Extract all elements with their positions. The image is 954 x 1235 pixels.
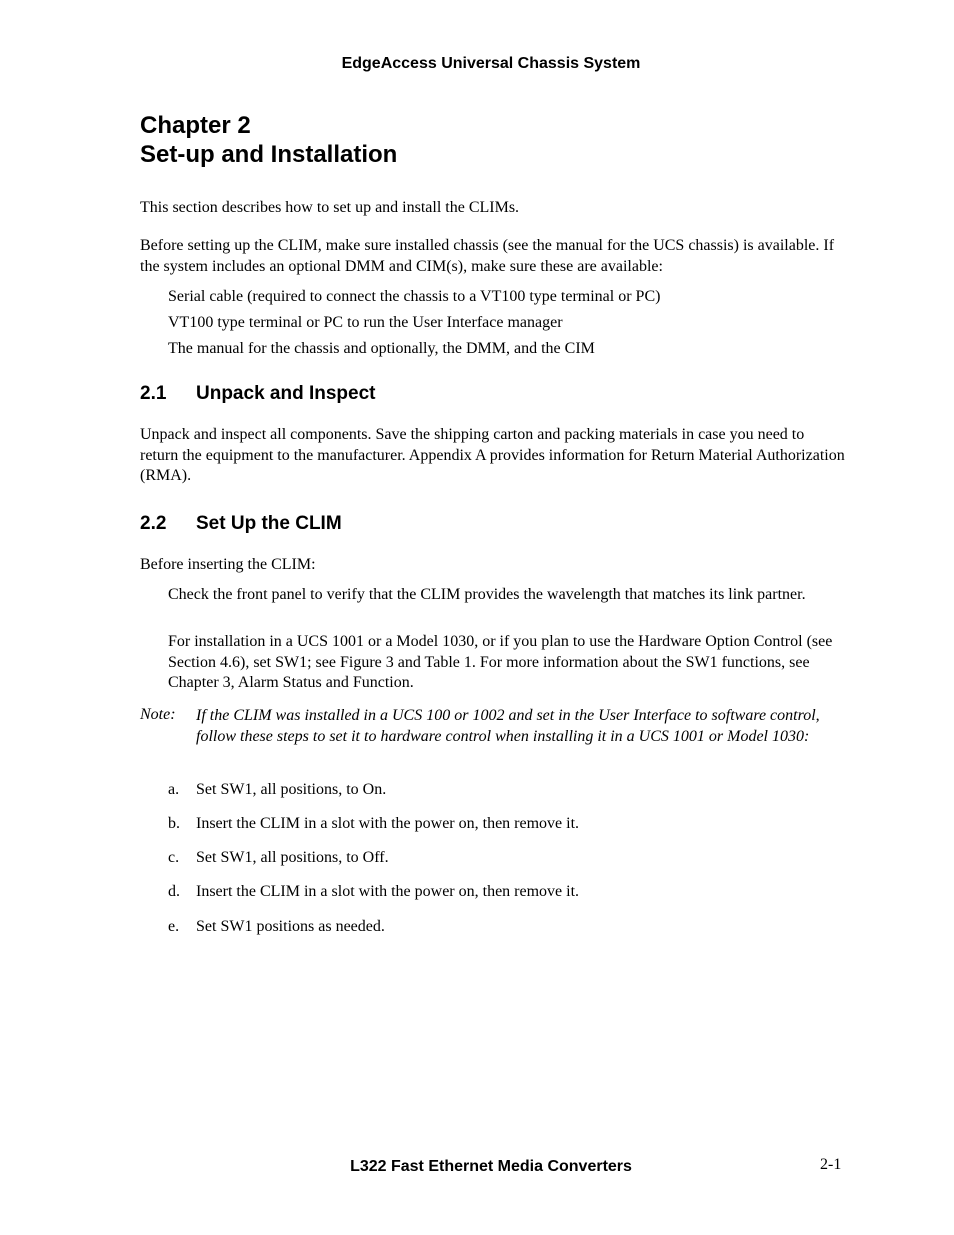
pre-insert-item: For installation in a UCS 1001 or a Model 1030, or if you plan to use the Hardware Option Control (see Section 4.6), set SW1; see Figure 3 and Table 1. For more information about the SW1 functions, see Chapter 3, Alarm Status and Function. xyxy=(168,633,833,691)
requirement-item: VT100 type terminal or PC to run the User Interface manager xyxy=(168,314,563,331)
intro-paragraph-1: This section describes how to set up and install the CLIMs. xyxy=(140,199,520,216)
requirement-item: The manual for the chassis and optionally, the DMM, and the CIM xyxy=(168,340,595,357)
chapter-title: Set-up and Installation xyxy=(140,141,398,168)
note-label: Note: xyxy=(140,706,176,723)
section-title: Set Up the CLIM xyxy=(196,513,342,534)
section-2-1-paragraph: Unpack and inspect all components. Save the shipping carton and packing materials in case you need to return the equipment to the manufacturer. Appendix A provides information for Return Material Authorization (RMA). xyxy=(140,426,845,484)
section-heading-2-1 xyxy=(140,383,376,405)
section-heading-2-2 xyxy=(140,513,342,535)
pre-insert-item: Check the front panel to verify that the CLIM provides the wavelength that matches its link partner. xyxy=(168,586,806,603)
chapter-heading xyxy=(140,111,397,169)
requirement-item: Serial cable (required to connect the chassis to a VT100 type terminal or PC) xyxy=(168,288,661,305)
step-letter: b. xyxy=(168,815,180,832)
page-number: 2-1 xyxy=(820,1156,842,1173)
section-number: 2.1 xyxy=(140,383,167,404)
step-text: Set SW1, all positions, to On. xyxy=(196,781,387,798)
step-letter: e. xyxy=(168,918,180,935)
chapter-number: Chapter 2 xyxy=(140,112,251,139)
step-letter: a. xyxy=(168,781,180,798)
step-letter: c. xyxy=(168,849,180,866)
step-text: Insert the CLIM in a slot with the power on, then remove it. xyxy=(196,815,580,832)
step-text: Insert the CLIM in a slot with the power on, then remove it. xyxy=(196,883,580,900)
running-header: EdgeAccess Universal Chassis System xyxy=(341,55,641,72)
step-letter: d. xyxy=(168,883,180,900)
step-text: Set SW1, all positions, to Off. xyxy=(196,849,389,866)
intro-paragraph-2: Before setting up the CLIM, make sure installed chassis (see the manual for the UCS chassis) is available. If the system includes an optional DMM and CIM(s), make sure these are available: xyxy=(140,237,835,275)
running-footer: L322 Fast Ethernet Media Converters xyxy=(350,1158,632,1175)
section-title: Unpack and Inspect xyxy=(196,383,376,404)
note-text: If the CLIM was installed in a UCS 100 or 1002 and set in the User Interface to software control, follow these steps to set it to hardware control when installing it in a UCS 1001 or Model 1030: xyxy=(196,707,820,745)
section-2-2-paragraph: Before inserting the CLIM: xyxy=(140,556,316,573)
section-number: 2.2 xyxy=(140,513,167,534)
step-text: Set SW1 positions as needed. xyxy=(196,918,385,935)
